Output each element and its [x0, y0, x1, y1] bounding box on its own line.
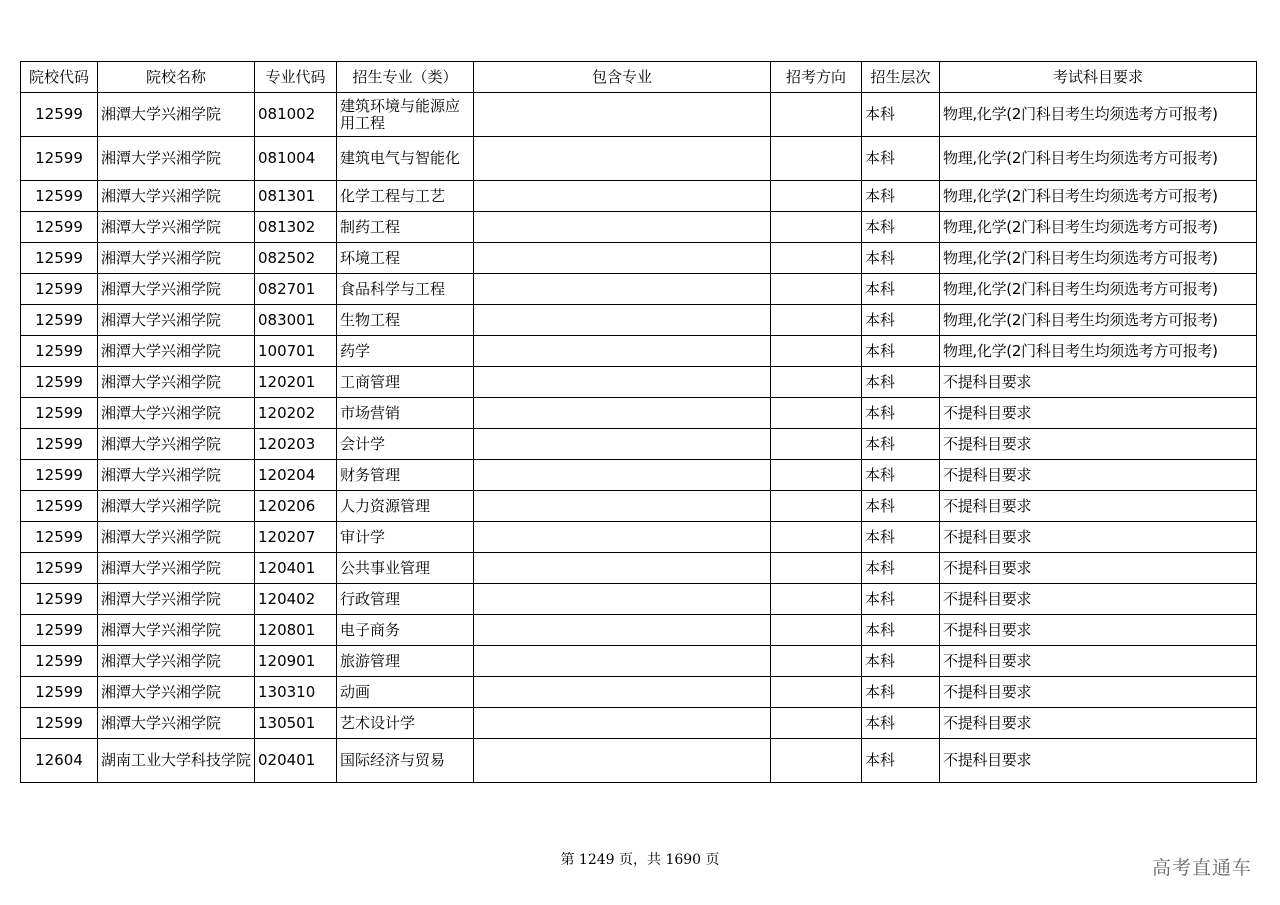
cell-major-name: 国际经济与贸易: [337, 739, 474, 783]
cell-major-code: 120401: [255, 553, 337, 584]
table-row: [21, 243, 1257, 274]
cell-school-code: 12599: [21, 181, 98, 212]
cell-included-majors: [474, 212, 771, 243]
cell-level: 本科: [862, 243, 940, 274]
cell-school-code: 12599: [21, 305, 98, 336]
cell-major-code: 120901: [255, 646, 337, 677]
cell-major-code: 100701: [255, 336, 337, 367]
table-row: [21, 398, 1257, 429]
table-row: [21, 553, 1257, 584]
header-school-name: 院校名称: [98, 62, 255, 93]
cell-school-code: 12599: [21, 93, 98, 137]
cell-direction: [771, 181, 862, 212]
cell-school-code: 12599: [21, 367, 98, 398]
cell-level: 本科: [862, 553, 940, 584]
header-level: 招生层次: [862, 62, 940, 93]
cell-major-name: 财务管理: [337, 460, 474, 491]
header-major-code: 专业代码: [255, 62, 337, 93]
table-row: [21, 646, 1257, 677]
cell-direction: [771, 460, 862, 491]
cell-subject-requirements: 不提科目要求: [940, 367, 1257, 398]
cell-major-name: 市场营销: [337, 398, 474, 429]
cell-school-name: 湘潭大学兴湘学院: [98, 584, 255, 615]
table-row: [21, 522, 1257, 553]
cell-subject-requirements: 物理,化学(2门科目考生均须选考方可报考): [940, 274, 1257, 305]
cell-major-code: 120203: [255, 429, 337, 460]
cell-school-code: 12599: [21, 553, 98, 584]
cell-major-name: 人力资源管理: [337, 491, 474, 522]
cell-school-name: 湘潭大学兴湘学院: [98, 677, 255, 708]
cell-major-code: 120801: [255, 615, 337, 646]
cell-school-code: 12599: [21, 677, 98, 708]
cell-major-name: 电子商务: [337, 615, 474, 646]
cell-subject-requirements: 不提科目要求: [940, 615, 1257, 646]
cell-level: 本科: [862, 615, 940, 646]
cell-direction: [771, 137, 862, 181]
cell-direction: [771, 274, 862, 305]
cell-school-name: 湖南工业大学科技学院: [98, 739, 255, 783]
cell-school-code: 12599: [21, 491, 98, 522]
table-row: [21, 615, 1257, 646]
cell-direction: [771, 305, 862, 336]
cell-direction: [771, 708, 862, 739]
cell-included-majors: [474, 584, 771, 615]
cell-major-name: 动画: [337, 677, 474, 708]
cell-subject-requirements: 物理,化学(2门科目考生均须选考方可报考): [940, 137, 1257, 181]
cell-direction: [771, 522, 862, 553]
cell-major-name: 审计学: [337, 522, 474, 553]
cell-school-name: 湘潭大学兴湘学院: [98, 398, 255, 429]
cell-school-name: 湘潭大学兴湘学院: [98, 646, 255, 677]
cell-included-majors: [474, 274, 771, 305]
table-row: [21, 708, 1257, 739]
table-row: [21, 305, 1257, 336]
cell-level: 本科: [862, 181, 940, 212]
cell-direction: [771, 677, 862, 708]
cell-subject-requirements: 不提科目要求: [940, 739, 1257, 783]
cell-direction: [771, 212, 862, 243]
header-row: [21, 62, 1257, 93]
cell-school-name: 湘潭大学兴湘学院: [98, 243, 255, 274]
cell-direction: [771, 739, 862, 783]
cell-level: 本科: [862, 336, 940, 367]
cell-subject-requirements: 物理,化学(2门科目考生均须选考方可报考): [940, 305, 1257, 336]
cell-major-code: 120207: [255, 522, 337, 553]
cell-school-code: 12599: [21, 137, 98, 181]
cell-subject-requirements: 不提科目要求: [940, 429, 1257, 460]
cell-school-code: 12599: [21, 336, 98, 367]
cell-subject-requirements: 不提科目要求: [940, 708, 1257, 739]
cell-direction: [771, 584, 862, 615]
cell-direction: [771, 336, 862, 367]
cell-direction: [771, 398, 862, 429]
cell-major-code: 020401: [255, 739, 337, 783]
cell-direction: [771, 367, 862, 398]
cell-included-majors: [474, 460, 771, 491]
cell-school-code: 12599: [21, 274, 98, 305]
table-row: [21, 677, 1257, 708]
header-major-name: 招生专业（类）: [337, 62, 474, 93]
cell-major-code: 081301: [255, 181, 337, 212]
cell-major-name: 食品科学与工程: [337, 274, 474, 305]
cell-school-name: 湘潭大学兴湘学院: [98, 137, 255, 181]
cell-subject-requirements: 物理,化学(2门科目考生均须选考方可报考): [940, 93, 1257, 137]
cell-subject-requirements: 物理,化学(2门科目考生均须选考方可报考): [940, 181, 1257, 212]
cell-major-code: 120402: [255, 584, 337, 615]
cell-school-name: 湘潭大学兴湘学院: [98, 615, 255, 646]
cell-included-majors: [474, 429, 771, 460]
cell-level: 本科: [862, 93, 940, 137]
cell-school-code: 12599: [21, 708, 98, 739]
cell-level: 本科: [862, 398, 940, 429]
cell-school-code: 12604: [21, 739, 98, 783]
cell-school-code: 12599: [21, 584, 98, 615]
cell-included-majors: [474, 739, 771, 783]
table-row: [21, 429, 1257, 460]
cell-direction: [771, 93, 862, 137]
cell-level: 本科: [862, 212, 940, 243]
table-row: [21, 181, 1257, 212]
cell-major-code: 120201: [255, 367, 337, 398]
cell-major-name: 艺术设计学: [337, 708, 474, 739]
cell-school-code: 12599: [21, 615, 98, 646]
cell-school-name: 湘潭大学兴湘学院: [98, 460, 255, 491]
cell-major-code: 120202: [255, 398, 337, 429]
cell-subject-requirements: 不提科目要求: [940, 646, 1257, 677]
cell-included-majors: [474, 553, 771, 584]
table-body: [21, 93, 1257, 783]
cell-school-code: 12599: [21, 398, 98, 429]
cell-major-code: 081302: [255, 212, 337, 243]
cell-subject-requirements: 物理,化学(2门科目考生均须选考方可报考): [940, 243, 1257, 274]
cell-school-code: 12599: [21, 212, 98, 243]
cell-major-code: 081002: [255, 93, 337, 137]
cell-included-majors: [474, 137, 771, 181]
cell-school-code: 12599: [21, 243, 98, 274]
cell-level: 本科: [862, 677, 940, 708]
cell-school-name: 湘潭大学兴湘学院: [98, 491, 255, 522]
cell-included-majors: [474, 305, 771, 336]
cell-level: 本科: [862, 491, 940, 522]
cell-included-majors: [474, 181, 771, 212]
cell-subject-requirements: 不提科目要求: [940, 460, 1257, 491]
cell-included-majors: [474, 93, 771, 137]
cell-included-majors: [474, 243, 771, 274]
cell-included-majors: [474, 677, 771, 708]
cell-school-code: 12599: [21, 460, 98, 491]
cell-level: 本科: [862, 305, 940, 336]
cell-school-name: 湘潭大学兴湘学院: [98, 181, 255, 212]
cell-major-code: 082701: [255, 274, 337, 305]
cell-school-name: 湘潭大学兴湘学院: [98, 212, 255, 243]
table-row: [21, 460, 1257, 491]
cell-subject-requirements: 物理,化学(2门科目考生均须选考方可报考): [940, 336, 1257, 367]
cell-direction: [771, 646, 862, 677]
cell-school-name: 湘潭大学兴湘学院: [98, 522, 255, 553]
table-row: [21, 93, 1257, 137]
cell-subject-requirements: 不提科目要求: [940, 522, 1257, 553]
cell-school-name: 湘潭大学兴湘学院: [98, 553, 255, 584]
cell-subject-requirements: 不提科目要求: [940, 553, 1257, 584]
cell-included-majors: [474, 491, 771, 522]
cell-included-majors: [474, 336, 771, 367]
cell-major-name: 药学: [337, 336, 474, 367]
cell-school-code: 12599: [21, 429, 98, 460]
cell-direction: [771, 491, 862, 522]
cell-level: 本科: [862, 522, 940, 553]
cell-major-name: 会计学: [337, 429, 474, 460]
cell-direction: [771, 553, 862, 584]
cell-included-majors: [474, 367, 771, 398]
table-row: [21, 274, 1257, 305]
cell-major-name: 公共事业管理: [337, 553, 474, 584]
cell-major-name: 环境工程: [337, 243, 474, 274]
cell-major-code: 130310: [255, 677, 337, 708]
page-number: 第 1249 页，共 1690 页: [560, 852, 720, 868]
cell-subject-requirements: 不提科目要求: [940, 398, 1257, 429]
cell-subject-requirements: 不提科目要求: [940, 584, 1257, 615]
header-direction: 招考方向: [771, 62, 862, 93]
header-subject-requirements: 考试科目要求: [940, 62, 1257, 93]
cell-level: 本科: [862, 137, 940, 181]
header-included-majors: 包含专业: [474, 62, 771, 93]
cell-major-name: 旅游管理: [337, 646, 474, 677]
cell-direction: [771, 429, 862, 460]
cell-school-name: 湘潭大学兴湘学院: [98, 274, 255, 305]
cell-major-name: 制药工程: [337, 212, 474, 243]
cell-included-majors: [474, 646, 771, 677]
cell-major-code: 120204: [255, 460, 337, 491]
cell-school-name: 湘潭大学兴湘学院: [98, 708, 255, 739]
cell-school-name: 湘潭大学兴湘学院: [98, 305, 255, 336]
cell-subject-requirements: 不提科目要求: [940, 491, 1257, 522]
cell-major-name: 建筑环境与能源应用工程: [337, 93, 474, 137]
cell-school-name: 湘潭大学兴湘学院: [98, 93, 255, 137]
table-row: [21, 367, 1257, 398]
table-row: [21, 491, 1257, 522]
cell-included-majors: [474, 522, 771, 553]
cell-level: 本科: [862, 274, 940, 305]
cell-included-majors: [474, 398, 771, 429]
cell-school-code: 12599: [21, 522, 98, 553]
cell-school-code: 12599: [21, 646, 98, 677]
cell-included-majors: [474, 708, 771, 739]
cell-school-name: 湘潭大学兴湘学院: [98, 429, 255, 460]
table-row: [21, 137, 1257, 181]
header-school-code: 院校代码: [21, 62, 98, 93]
table-row: [21, 212, 1257, 243]
cell-level: 本科: [862, 646, 940, 677]
cell-major-name: 建筑电气与智能化: [337, 137, 474, 181]
cell-level: 本科: [862, 739, 940, 783]
cell-subject-requirements: 物理,化学(2门科目考生均须选考方可报考): [940, 212, 1257, 243]
cell-direction: [771, 243, 862, 274]
cell-level: 本科: [862, 367, 940, 398]
cell-direction: [771, 615, 862, 646]
cell-major-name: 生物工程: [337, 305, 474, 336]
cell-level: 本科: [862, 429, 940, 460]
cell-major-code: 081004: [255, 137, 337, 181]
cell-major-code: 120206: [255, 491, 337, 522]
cell-school-name: 湘潭大学兴湘学院: [98, 336, 255, 367]
cell-included-majors: [474, 615, 771, 646]
watermark-logo: 高考直通车: [1151, 857, 1252, 879]
cell-school-name: 湘潭大学兴湘学院: [98, 367, 255, 398]
table-row: [21, 739, 1257, 783]
cell-major-code: 130501: [255, 708, 337, 739]
table-row: [21, 336, 1257, 367]
cell-major-code: 083001: [255, 305, 337, 336]
cell-level: 本科: [862, 584, 940, 615]
cell-major-name: 化学工程与工艺: [337, 181, 474, 212]
cell-level: 本科: [862, 708, 940, 739]
admissions-table: [20, 61, 1257, 783]
cell-subject-requirements: 不提科目要求: [940, 677, 1257, 708]
cell-major-name: 行政管理: [337, 584, 474, 615]
table-row: [21, 584, 1257, 615]
cell-level: 本科: [862, 460, 940, 491]
cell-major-name: 工商管理: [337, 367, 474, 398]
cell-major-code: 082502: [255, 243, 337, 274]
